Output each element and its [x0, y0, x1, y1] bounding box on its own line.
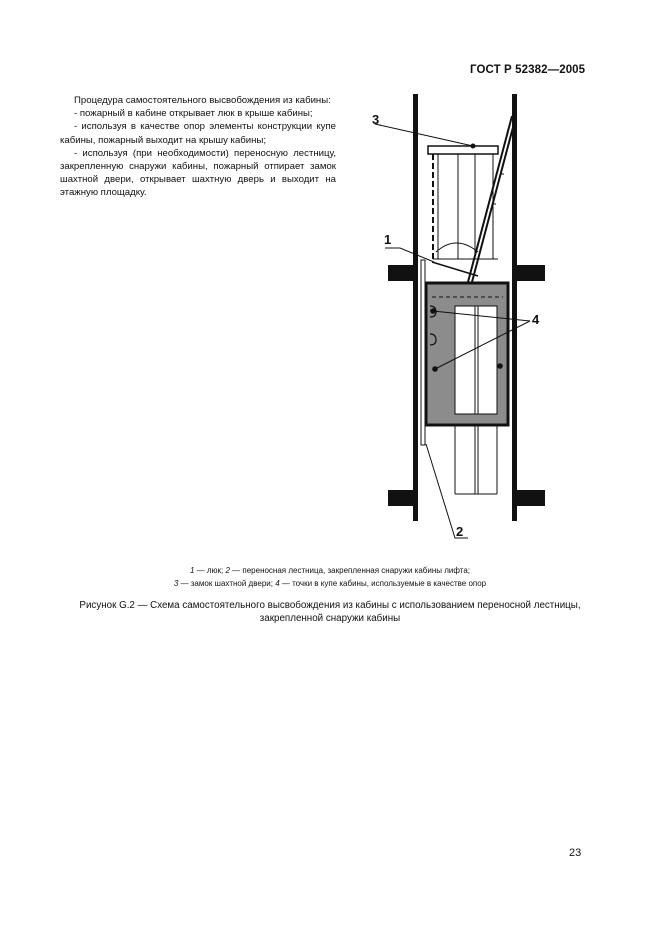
elevator-shaft-diagram	[360, 84, 570, 544]
support-point	[497, 363, 503, 369]
leader-line-1	[385, 248, 434, 262]
document-header: ГОСТ Р 52382—2005	[470, 64, 586, 76]
label-hatch: 1	[384, 232, 392, 247]
figure-caption	[40, 600, 620, 625]
portable-ladder-fixed	[421, 260, 425, 445]
procedure-intro: Процедура самостоятельного высвобождения из кабины:	[74, 95, 331, 106]
lower-shaft-door	[455, 425, 497, 494]
procedure-step-3: - используя (при необходимости) переносную лестницу, закрепленную снаружи кабины, пожарный отпирает замок шахтной двери, открывает шахтную дверь и выходит на этажную площадку.	[60, 147, 336, 199]
floor-slab-upper-right	[512, 265, 545, 281]
page-number: 23	[569, 847, 582, 859]
floor-slab-upper-left	[388, 265, 418, 281]
leader-line-3	[375, 124, 473, 146]
procedure-step-2: - используя в качестве опор элементы конструкции купе кабины, пожарный выходит на крышу кабины;	[60, 121, 336, 146]
legend-line-2: 3 — замок шахтной двери; 4 — точки в купе кабины, используемые в качестве опор	[173, 578, 487, 588]
procedure-text	[60, 94, 336, 200]
procedure-step-1: - пожарный в кабине открывает люк в крыше кабины;	[74, 108, 313, 120]
upper-shaft-door	[428, 146, 498, 259]
figure-legend	[60, 565, 600, 590]
hatch-arc	[436, 243, 478, 252]
label-support-points: 4	[532, 312, 540, 327]
shaft-wall-left	[413, 94, 418, 521]
floor-slab-lower-left	[388, 490, 418, 506]
legend-line-1: 1 — люк; 2 — переносная лестница, закрепленная снаружи кабины лифта;	[189, 566, 471, 575]
caption-line-1: Рисунок G.2 — Схема самостоятельного высвобождения из кабины с использованием переносной лестницы,	[79, 600, 581, 611]
cabin-door	[455, 306, 497, 414]
label-ladder: 2	[456, 524, 464, 539]
caption-line-2: закрепленной снаружи кабины	[259, 612, 401, 624]
label-door-lock: 3	[372, 112, 380, 127]
floor-slab-lower-right	[512, 490, 545, 506]
shaft-wall-right	[512, 94, 517, 521]
